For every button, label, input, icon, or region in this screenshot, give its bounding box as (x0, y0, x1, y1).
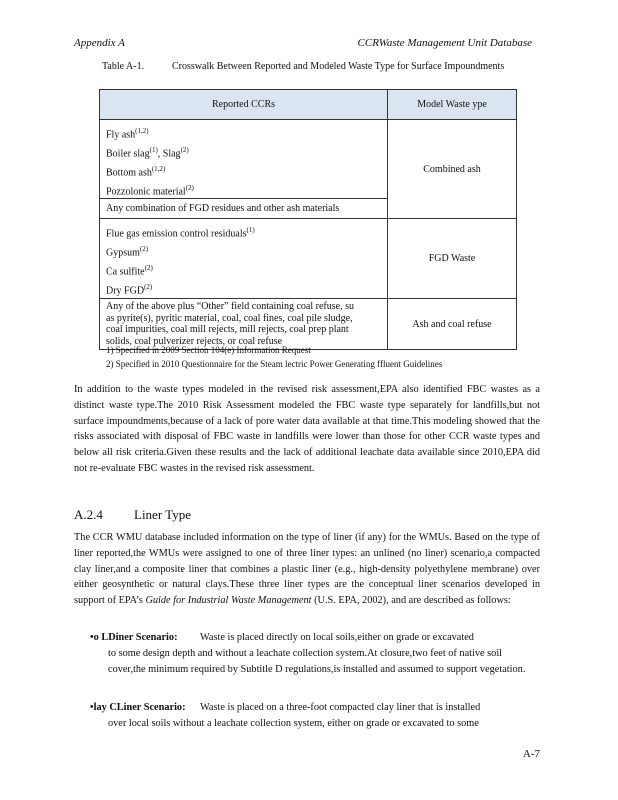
col-header-model: Model Waste ype (388, 90, 517, 120)
list-item: •lay CLiner Scenario: Waste is placed on a three-foot compacted clay liner that is installed over local soils without a leachate collection system, either on grade or excavated to some (90, 702, 481, 729)
col-header-reported: Reported CCRs (100, 90, 388, 120)
table-header-row (100, 90, 517, 120)
table-cell-item: Fly ash$^{(1,2)}$ (106, 127, 149, 141)
table-row (100, 299, 517, 350)
table-cell-item: Any of the above plus “Other” field containing coal refuse, su as pyrite(s), pyritic material, coal, coal fines, coal pile sludge, coal impurities, coal mill rejects, mill rejects, coal prep plant solids, coal pulverizer rejects, or coal refuse (100, 299, 388, 350)
citation-title: Guide for Industrial Waste Management (145, 595, 312, 607)
table-row (100, 219, 517, 299)
table-cell-item: Gypsum$^{(2)}$ (106, 245, 149, 259)
table-cell-item: Pozzolonic material$^{(2)}$ (100, 179, 387, 199)
table-cell-model: Ash and coal refuse (388, 299, 517, 350)
running-header-left: Appendix A (74, 37, 125, 49)
table-row (100, 120, 517, 219)
section-heading (74, 507, 191, 523)
crosswalk-table (99, 89, 517, 350)
table-caption-label: Table A-1. (102, 61, 145, 72)
table-footnote: 2) Specified in 2010 Questionnaire for the Steam lectric Power Generating ffluent Guidelines (106, 359, 443, 369)
table-cell-item: Bottom ash$^{(1,2)}$ (106, 165, 166, 179)
table-cell-model: Combined ash (388, 120, 517, 219)
table-cell-item: Any combination of FGD residues and other ash materials (106, 203, 340, 214)
table-cell-model: FGD Waste (388, 219, 517, 299)
table-cell-item: Boiler slag$^{(1)}$, Slag$^{(2)}$ (106, 146, 189, 160)
table-cell-item: Ca sulfite$^{(2)}$ (106, 264, 153, 278)
page-number: A-7 (522, 748, 540, 760)
bullet-term: •o LDiner Scenario: (90, 632, 178, 643)
table-cell-item: Dry FGD$^{(2)}$ (106, 283, 153, 297)
bullet-term: •lay CLiner Scenario: (90, 702, 186, 713)
paragraph: The CCR WMU database included information on the type of liner (if any) for the WMUs. Based on the type of liner reported,the WMUs were assigned to one of three liner types: an unlined (no liner) scenario,a compacted clay liner,and a composite liner that combines a plastic liner (e.g., high-density polyethylene membrane) over either geosynthetic or natural clays.These three liner types are the conceptual liner scenarios developed in support of EPA’s Guide for Industrial Waste Management (U.S. EPA, 2002), and are described as follows: (74, 532, 540, 607)
paragraph: In addition to the waste types modeled in the revised risk assessment,EPA also identified FBC wastes as a distinct waste type.The 2010 Risk Assessment modeled the FBC waste type separately for landfills,but not surface impoundments,because of a lack of pore water data available at that time.This modeling showed that the risks associated with disposal of FBC waste in landfills were lower than those for other CCR waste types and below all risk criteria.Given these results and the lack of additional leachate data available since 2010,EPA did not re-evaluate FBC wastes in the revised risk assessment. (74, 384, 540, 474)
list-item: •o LDiner Scenario: Waste is placed directly on local soils,either on grade or excavated to some design depth and without a leachate collection system.At closure,two feet of native soil cover,the minimum required by Subtitle D regulations,is installed and assumed to support vegetation. (90, 632, 526, 675)
table-footnote: 1) Specified in 2009 Section 104(e) Information Request (106, 345, 311, 355)
table-cell-item: Flue gas emission control residuals$^{(1)}$ (106, 226, 255, 240)
running-header-right: CCRWaste Management Unit Database (357, 37, 532, 49)
section-number: A.2.4 (74, 507, 103, 522)
table-caption-text: Crosswalk Between Reported and Modeled Waste Type for Surface Impoundments (172, 61, 505, 72)
section-title: Liner Type (134, 507, 191, 522)
table-caption (102, 61, 512, 73)
